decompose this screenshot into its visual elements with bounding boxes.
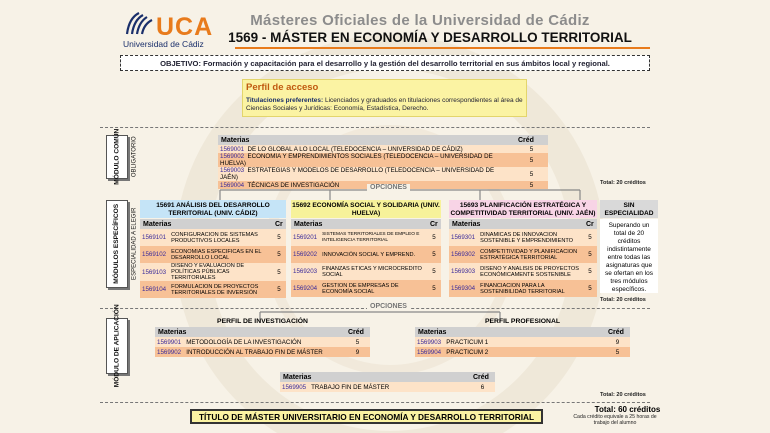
perfil-acceso-box [242, 79, 527, 117]
obligatorio-label: OBLIGATORIO [131, 136, 138, 178]
especialidad-2-table: Materias Cr 1569201 SISTEMAS TERRITORIALES DE EMPLEO E INTELIGENCIA TERRITORIAL 5 1569202 INNOVACIÓN SOCIAL Y EMPREND. 5 1569203 FINANZAS ÉTICAS Y MICROCRÉDITO SOCIAL 5 1569204 GESTIÓN DE EMPRESAS DE ECONOMÍA SOCIAL 5 [291, 219, 441, 297]
table-row: 1569903 PRACTICUM 1 9 [415, 337, 630, 347]
total-aplicacion: Total: 20 créditos [600, 392, 646, 398]
table-row: 1569901 METODOLOGÍA DE LA INVESTIGACIÓN 5 [155, 337, 370, 347]
credit-note: Cada crédito equivale a 25 horas de trabajo del alumno [573, 414, 657, 426]
table-row: 1569204 GESTIÓN DE EMPRESAS DE ECONOMÍA SOCIAL 5 [291, 280, 441, 297]
table-row: 1569302 COMPETITIVIDAD Y PLANIFICACIÓN ESTRATÉGICA TERRITORIAL 5 [449, 246, 597, 263]
table-row: 1569905 TRABAJO FIN DE MÁSTER 6 [280, 382, 495, 392]
table-row: 1569201 SISTEMAS TERRITORIALES DE EMPLEO E INTELIGENCIA TERRITORIAL 5 [291, 229, 441, 246]
perfil-title: Perfil de acceso [246, 82, 319, 93]
comun-table [218, 135, 548, 189]
especialidad-3-table: Materias Cr 1569301 DINÁMICAS DE INNOVACIÓN SOSTENIBLE Y EMPRENDIMIENTO 5 1569302 COMPETITIVIDAD Y PLANIFICACIÓN ESTRATÉGICA TERRITORIAL 5 1569303 DISEÑO Y ANÁLISIS DE PROYECTOS ECONÓMICAMENTE SOSTENIBLE 5 1569304 FINANCIACIÓN PARA LA SOSTENIBILIDAD TERRITORIAL 5 [449, 219, 597, 297]
page-title: 1569 - MÁSTER EN ECONOMÍA Y DESARROLLO TERRITORIAL [228, 30, 632, 45]
perfil-profesional-title: PERFIL PROFESIONAL [484, 318, 561, 325]
table-row: 1569902 INTRODUCCIÓN AL TRABAJO FIN DE MÁSTER 9 [155, 347, 370, 357]
opciones-label: OPCIONES [367, 184, 410, 191]
especialidad-1-header: 15691 ANÁLISIS DEL DESARROLLO TERRITORIAL (UNIV. CÁDIZ) [140, 200, 286, 218]
opciones-label-2: OPCIONES [367, 303, 410, 310]
divider [100, 402, 650, 403]
table-row: 1569103 DISEÑO Y EVALUACIÓN DE POLÍTICAS PÚBLICAS TERRITORIALES 5 [140, 263, 286, 281]
table-row: 1569202 INNOVACIÓN SOCIAL Y EMPREND. 5 [291, 246, 441, 263]
especialidad-1-table: Materias Cr 1569101 CONFIGURACIÓN DE SISTEMAS PRODUCTIVOS LOCALES 5 1569102 ECONOMÍAS ESPECÍFICAS EN EL DESARROLLO LOCAL 5 1569103 DISEÑO Y EVALUACIÓN DE POLÍTICAS PÚBLICAS TERRITORIALES 5 1569104 FORMULACIÓN DE PROYECTOS TERRITORIALES DE INVERSIÓN 5 [140, 219, 286, 298]
sin-especialidad-text: Superando un total de 20 créditos indistintamente entre todas las asignaturas que se ofertan en los tres módulos específicos. [600, 219, 658, 293]
col-cred: Créd [518, 136, 534, 144]
modulos-especificos-label: MÓDULOS ESPECÍFICOS [106, 200, 128, 288]
table-row: 1569102 ECONOMÍAS ESPECÍFICAS EN EL DESARROLLO LOCAL 5 [140, 246, 286, 263]
col-materias: Materias [221, 136, 250, 144]
table-row: 1569104 FORMULACIÓN DE PROYECTOS TERRITORIALES DE INVERSIÓN 5 [140, 281, 286, 298]
logo-subtitle: Universidad de Cádiz [123, 39, 204, 49]
especialidad-2-header: 15692 ECONOMÍA SOCIAL Y SOLIDARIA (UNIV. HUELVA) [292, 202, 440, 217]
tfm-table: Materias Créd 1569905 TRABAJO FIN DE MÁSTER 6 [280, 372, 495, 392]
profesional-table: Materias Créd 1569903 PRACTICUM 1 9 1569904 PRACTICUM 2 5 [415, 327, 630, 357]
table-row: 1569904 PRACTICUM 2 5 [415, 347, 630, 357]
header-title: Másteres Oficiales de la Universidad de Cádiz [250, 12, 590, 29]
table-row: 1569101 CONFIGURACIÓN DE SISTEMAS PRODUCTIVOS LOCALES 5 [140, 229, 286, 246]
total-comun: Total: 20 créditos [600, 180, 646, 186]
table-row: 1569001 DE LO GLOBAL A LO LOCAL (TELEDOCENCIA – UNIVERSIDAD DE CÁDIZ) 5 [218, 145, 548, 153]
uca-logo-icon [125, 10, 155, 36]
modulo-aplicacion-label: MÓDULO DE APLICACIÓN [106, 318, 128, 374]
titulo-master-box: TÍTULO DE MÁSTER UNIVERSITARIO EN ECONOMÍA Y DESARROLLO TERRITORIAL [190, 409, 543, 424]
logo-text: UCA [156, 13, 214, 41]
table-row: 1569003 ESTRATEGIAS Y MODELOS DE DESARROLLO (TELEDOCENCIA – UNIVERSIDAD DE JAÉN) 5 [218, 167, 548, 181]
perfil-investigacion-title: PERFIL DE INVESTIGACIÓN [217, 318, 308, 325]
perfil-text: Titulaciones preferentes: Licenciados y graduados en titulaciones correspondientes al área de Ciencias Sociales y Jurídicas: Economía, Estadística, Derecho. [246, 97, 523, 112]
table-row: 1569301 DINÁMICAS DE INNOVACIÓN SOSTENIBLE Y EMPRENDIMIENTO 5 [449, 229, 597, 246]
divider [100, 127, 650, 128]
objetivo-box: OBJETIVO: Formación y capacitación para el desarrollo y la gestión del desarrollo territorial en sus ámbitos local y regional. [120, 55, 650, 71]
title-underline [235, 47, 650, 49]
total-final: Total: 60 créditos [594, 405, 661, 414]
table-row: 1569004 TÉCNICAS DE INVESTIGACIÓN 5 [218, 181, 548, 189]
table-row: 1569203 FINANZAS ÉTICAS Y MICROCRÉDITO SOCIAL 5 [291, 263, 441, 280]
table-row: 1569303 DISEÑO Y ANÁLISIS DE PROYECTOS ECONÓMICAMENTE SOSTENIBLE 5 [449, 263, 597, 280]
especialidad-label: ESPECIALIDAD A ELEGIR [131, 207, 138, 281]
table-row: 1569304 FINANCIACIÓN PARA LA SOSTENIBILIDAD TERRITORIAL 5 [449, 280, 597, 297]
total-especialidades: Total: 20 créditos [600, 297, 646, 303]
especialidad-3-header: 15693 PLANIFICACIÓN ESTRATÉGICA Y COMPETITIVIDAD TERRITORIAL (UNIV. JAÉN) [450, 202, 596, 217]
table-row: 1569002 ECONOMÍA Y EMPRENDIMIENTOS SOCIALES (TELEDOCENCIA – UNIVERSIDAD DE HUELVA) 5 [218, 153, 548, 167]
modulo-comun-label: MÓDULO COMÚN [106, 135, 128, 179]
sin-especialidad-header: SIN ESPECIALIDAD [600, 200, 658, 218]
investigacion-table: Materias Créd 1569901 METODOLOGÍA DE LA INVESTIGACIÓN 5 1569902 INTRODUCCIÓN AL TRABAJO FIN DE MÁSTER 9 [155, 327, 370, 357]
